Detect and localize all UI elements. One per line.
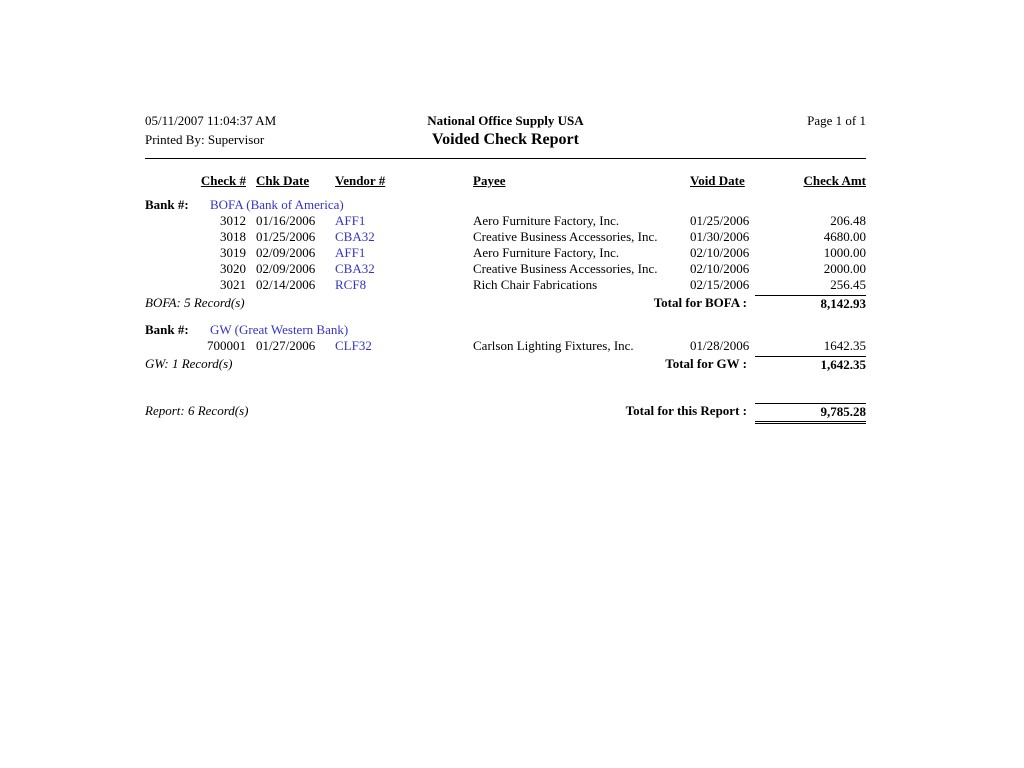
row-payee: Aero Furniture Factory, Inc. <box>473 245 620 260</box>
bank-name-link[interactable]: BOFA (Bank of America) <box>210 197 344 212</box>
bank-total-amount: 1,642.35 <box>755 356 866 373</box>
bank-total-row <box>145 295 866 312</box>
report-title: Voided Check Report <box>432 131 579 148</box>
col-header-vendor: Vendor # <box>335 173 386 188</box>
bank-name-link[interactable]: GW (Great Western Bank) <box>210 322 349 337</box>
header-spacer <box>616 130 866 150</box>
row-check-number: 3018 <box>220 229 246 244</box>
row-check-number: 3019 <box>220 245 246 260</box>
col-header-amount: Check Amt <box>803 173 866 188</box>
company-name: National Office Supply USA <box>427 113 584 128</box>
bank-record-count: GW: 1 Record(s) <box>145 356 233 371</box>
row-check-amount: 1000.00 <box>823 245 866 260</box>
row-vendor-link[interactable]: AFF1 <box>335 213 366 228</box>
row-check-amount: 1642.35 <box>823 338 866 353</box>
row-check-number: 3020 <box>220 261 246 276</box>
report-total-row <box>145 403 866 424</box>
row-void-date: 02/10/2006 <box>690 245 750 260</box>
row-payee: Creative Business Accessories, Inc. <box>473 261 658 276</box>
bank-total-amount: 8,142.93 <box>755 295 866 312</box>
row-check-amount: 206.48 <box>830 213 866 228</box>
table-row <box>145 261 866 277</box>
row-vendor-link[interactable]: CBA32 <box>335 229 375 244</box>
bank-section-header <box>145 322 866 338</box>
col-header-void-date: Void Date <box>690 173 745 188</box>
report-header <box>145 112 866 150</box>
row-payee: Rich Chair Fabrications <box>473 277 598 292</box>
row-vendor-link[interactable]: CLF32 <box>335 338 372 353</box>
row-chk-date: 01/16/2006 <box>256 213 316 228</box>
row-void-date: 01/28/2006 <box>690 338 750 353</box>
page-indicator: Page 1 of 1 <box>807 113 866 128</box>
bank-number-label: Bank #: <box>145 322 189 337</box>
bank-total-label: Total for GW : <box>665 356 747 371</box>
bank-record-count: BOFA: 5 Record(s) <box>145 295 245 310</box>
row-check-amount: 2000.00 <box>823 261 866 276</box>
col-header-check: Check # <box>200 173 246 188</box>
bank-total-row <box>145 356 866 373</box>
column-header-row <box>145 173 866 189</box>
row-void-date: 01/30/2006 <box>690 229 750 244</box>
table-row <box>145 338 866 354</box>
report-page <box>145 112 866 424</box>
bank-number-label: Bank #: <box>145 197 189 212</box>
row-chk-date: 02/14/2006 <box>256 277 316 292</box>
report-record-count: Report: 6 Record(s) <box>145 403 249 418</box>
row-chk-date: 01/27/2006 <box>256 338 316 353</box>
col-header-chk-date: Chk Date <box>256 173 310 188</box>
row-check-number: 3012 <box>220 213 246 228</box>
row-chk-date: 02/09/2006 <box>256 261 316 276</box>
row-void-date: 02/15/2006 <box>690 277 750 292</box>
row-vendor-link[interactable]: AFF1 <box>335 245 366 260</box>
header-divider <box>145 158 866 159</box>
col-header-payee: Payee <box>473 173 506 188</box>
bank-section-header <box>145 197 866 213</box>
row-void-date: 02/10/2006 <box>690 261 750 276</box>
row-void-date: 01/25/2006 <box>690 213 750 228</box>
table-row <box>145 229 866 245</box>
row-check-amount: 256.45 <box>830 277 866 292</box>
row-payee: Carlson Lighting Fixtures, Inc. <box>473 338 634 353</box>
printed-by: Printed By: Supervisor <box>145 132 265 147</box>
row-check-number: 700001 <box>207 338 246 353</box>
table-row <box>145 277 866 293</box>
row-check-amount: 4680.00 <box>823 229 866 244</box>
row-payee: Creative Business Accessories, Inc. <box>473 229 658 244</box>
row-chk-date: 02/09/2006 <box>256 245 316 260</box>
report-total-amount: 9,785.28 <box>755 403 866 424</box>
bank-total-label: Total for BOFA : <box>653 295 747 310</box>
row-payee: Aero Furniture Factory, Inc. <box>473 213 620 228</box>
row-vendor-link[interactable]: RCF8 <box>335 277 367 292</box>
row-check-number: 3021 <box>220 277 246 292</box>
print-datetime: 05/11/2007 11:04:37 AM <box>145 113 277 128</box>
row-vendor-link[interactable]: CBA32 <box>335 261 375 276</box>
row-chk-date: 01/25/2006 <box>256 229 316 244</box>
table-row <box>145 245 866 261</box>
table-row <box>145 213 866 229</box>
report-total-label: Total for this Report : <box>625 403 747 418</box>
